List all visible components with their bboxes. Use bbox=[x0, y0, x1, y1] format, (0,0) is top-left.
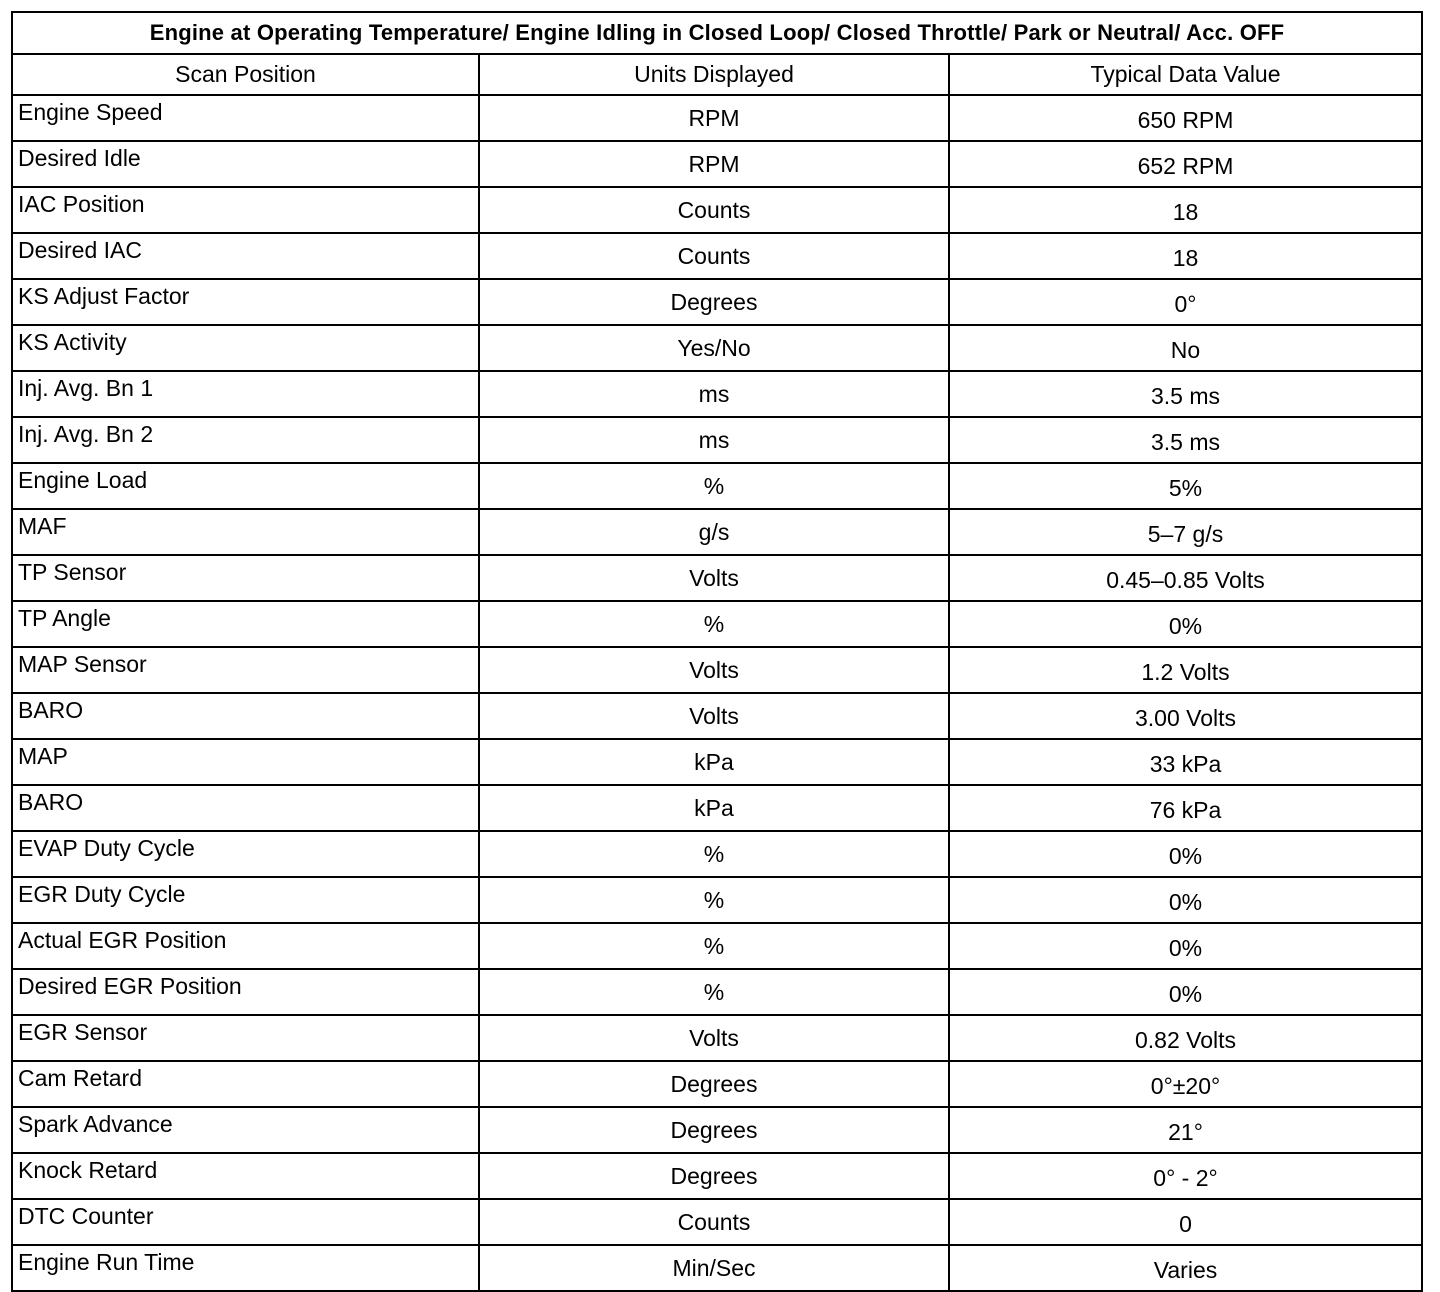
column-header-units-displayed: Units Displayed bbox=[479, 54, 949, 95]
units-cell: Min/Sec bbox=[479, 1245, 949, 1291]
scan-position-cell: Engine Load bbox=[12, 463, 479, 509]
table-row bbox=[12, 1061, 1422, 1107]
units-cell: % bbox=[479, 923, 949, 969]
typical-value-cell: 1.2 Volts bbox=[949, 647, 1422, 693]
units-cell: % bbox=[479, 463, 949, 509]
table-row bbox=[12, 647, 1422, 693]
typical-value-cell: 0 bbox=[949, 1199, 1422, 1245]
scan-position-cell: Desired Idle bbox=[12, 141, 479, 187]
scan-data-sheet bbox=[11, 11, 1421, 1292]
scan-position-cell: Cam Retard bbox=[12, 1061, 479, 1107]
scan-position-cell: Desired EGR Position bbox=[12, 969, 479, 1015]
table-row bbox=[12, 233, 1422, 279]
units-cell: kPa bbox=[479, 785, 949, 831]
typical-value-cell: 0% bbox=[949, 877, 1422, 923]
table-row bbox=[12, 693, 1422, 739]
table-row bbox=[12, 279, 1422, 325]
units-cell: Volts bbox=[479, 555, 949, 601]
units-cell: % bbox=[479, 969, 949, 1015]
scan-position-cell: TP Angle bbox=[12, 601, 479, 647]
typical-value-cell: 0% bbox=[949, 969, 1422, 1015]
scan-position-cell: BARO bbox=[12, 785, 479, 831]
table-row bbox=[12, 325, 1422, 371]
table-row bbox=[12, 923, 1422, 969]
table-row bbox=[12, 95, 1422, 141]
units-cell: Degrees bbox=[479, 279, 949, 325]
units-cell: Volts bbox=[479, 693, 949, 739]
table-row bbox=[12, 463, 1422, 509]
table-row bbox=[12, 739, 1422, 785]
typical-value-cell: 0.45–0.85 Volts bbox=[949, 555, 1422, 601]
units-cell: Counts bbox=[479, 1199, 949, 1245]
column-header-scan-position: Scan Position bbox=[12, 54, 479, 95]
typical-value-cell: 18 bbox=[949, 233, 1422, 279]
typical-value-cell: 5% bbox=[949, 463, 1422, 509]
scan-position-cell: Actual EGR Position bbox=[12, 923, 479, 969]
typical-value-cell: 18 bbox=[949, 187, 1422, 233]
scan-position-cell: Inj. Avg. Bn 2 bbox=[12, 417, 479, 463]
scan-position-cell: MAP bbox=[12, 739, 479, 785]
scan-position-cell: KS Activity bbox=[12, 325, 479, 371]
typical-value-cell: 0% bbox=[949, 831, 1422, 877]
typical-value-cell: 0° bbox=[949, 279, 1422, 325]
scan-position-cell: EGR Duty Cycle bbox=[12, 877, 479, 923]
table-row bbox=[12, 785, 1422, 831]
typical-value-cell: 0% bbox=[949, 923, 1422, 969]
typical-value-cell: 76 kPa bbox=[949, 785, 1422, 831]
units-cell: Degrees bbox=[479, 1061, 949, 1107]
typical-value-cell: Varies bbox=[949, 1245, 1422, 1291]
typical-value-cell: 3.00 Volts bbox=[949, 693, 1422, 739]
units-cell: % bbox=[479, 601, 949, 647]
units-cell: % bbox=[479, 877, 949, 923]
table-row bbox=[12, 371, 1422, 417]
scan-position-cell: DTC Counter bbox=[12, 1199, 479, 1245]
table-title: Engine at Operating Temperature/ Engine Idling in Closed Loop/ Closed Throttle/ Park or Neutral/ Acc. OFF bbox=[12, 12, 1422, 54]
typical-value-cell: 33 kPa bbox=[949, 739, 1422, 785]
scan-position-cell: Knock Retard bbox=[12, 1153, 479, 1199]
scan-position-cell: KS Adjust Factor bbox=[12, 279, 479, 325]
table-row bbox=[12, 601, 1422, 647]
typical-value-cell: 3.5 ms bbox=[949, 417, 1422, 463]
column-header-typical-data-value: Typical Data Value bbox=[949, 54, 1422, 95]
table-row bbox=[12, 1153, 1422, 1199]
scan-position-cell: TP Sensor bbox=[12, 555, 479, 601]
table-row bbox=[12, 1245, 1422, 1291]
scan-position-cell: MAP Sensor bbox=[12, 647, 479, 693]
scan-position-cell: Engine Speed bbox=[12, 95, 479, 141]
units-cell: ms bbox=[479, 417, 949, 463]
table-row bbox=[12, 555, 1422, 601]
scan-data-table bbox=[11, 11, 1423, 1292]
typical-value-cell: 650 RPM bbox=[949, 95, 1422, 141]
scan-position-cell: Desired IAC bbox=[12, 233, 479, 279]
scan-position-cell: BARO bbox=[12, 693, 479, 739]
units-cell: Counts bbox=[479, 187, 949, 233]
units-cell: kPa bbox=[479, 739, 949, 785]
column-header-row bbox=[12, 54, 1422, 95]
units-cell: Volts bbox=[479, 1015, 949, 1061]
units-cell: ms bbox=[479, 371, 949, 417]
units-cell: Degrees bbox=[479, 1153, 949, 1199]
typical-value-cell: 652 RPM bbox=[949, 141, 1422, 187]
scan-position-cell: EVAP Duty Cycle bbox=[12, 831, 479, 877]
typical-value-cell: 0°±20° bbox=[949, 1061, 1422, 1107]
table-row bbox=[12, 1015, 1422, 1061]
scan-position-cell: MAF bbox=[12, 509, 479, 555]
table-row bbox=[12, 831, 1422, 877]
typical-value-cell: 3.5 ms bbox=[949, 371, 1422, 417]
table-row bbox=[12, 141, 1422, 187]
units-cell: Counts bbox=[479, 233, 949, 279]
table-row bbox=[12, 509, 1422, 555]
units-cell: Volts bbox=[479, 647, 949, 693]
table-row bbox=[12, 969, 1422, 1015]
units-cell: % bbox=[479, 831, 949, 877]
typical-value-cell: 0.82 Volts bbox=[949, 1015, 1422, 1061]
table-row bbox=[12, 877, 1422, 923]
table-row bbox=[12, 417, 1422, 463]
typical-value-cell: 0% bbox=[949, 601, 1422, 647]
scan-position-cell: Engine Run Time bbox=[12, 1245, 479, 1291]
scan-position-cell: EGR Sensor bbox=[12, 1015, 479, 1061]
units-cell: Degrees bbox=[479, 1107, 949, 1153]
scan-position-cell: Inj. Avg. Bn 1 bbox=[12, 371, 479, 417]
table-row bbox=[12, 187, 1422, 233]
scan-position-cell: Spark Advance bbox=[12, 1107, 479, 1153]
typical-value-cell: No bbox=[949, 325, 1422, 371]
units-cell: Yes/No bbox=[479, 325, 949, 371]
table-row bbox=[12, 1199, 1422, 1245]
scan-position-cell: IAC Position bbox=[12, 187, 479, 233]
typical-value-cell: 5–7 g/s bbox=[949, 509, 1422, 555]
units-cell: RPM bbox=[479, 141, 949, 187]
title-row bbox=[12, 12, 1422, 54]
typical-value-cell: 21° bbox=[949, 1107, 1422, 1153]
units-cell: RPM bbox=[479, 95, 949, 141]
table-row bbox=[12, 1107, 1422, 1153]
table-body bbox=[12, 95, 1422, 1291]
units-cell: g/s bbox=[479, 509, 949, 555]
typical-value-cell: 0° - 2° bbox=[949, 1153, 1422, 1199]
